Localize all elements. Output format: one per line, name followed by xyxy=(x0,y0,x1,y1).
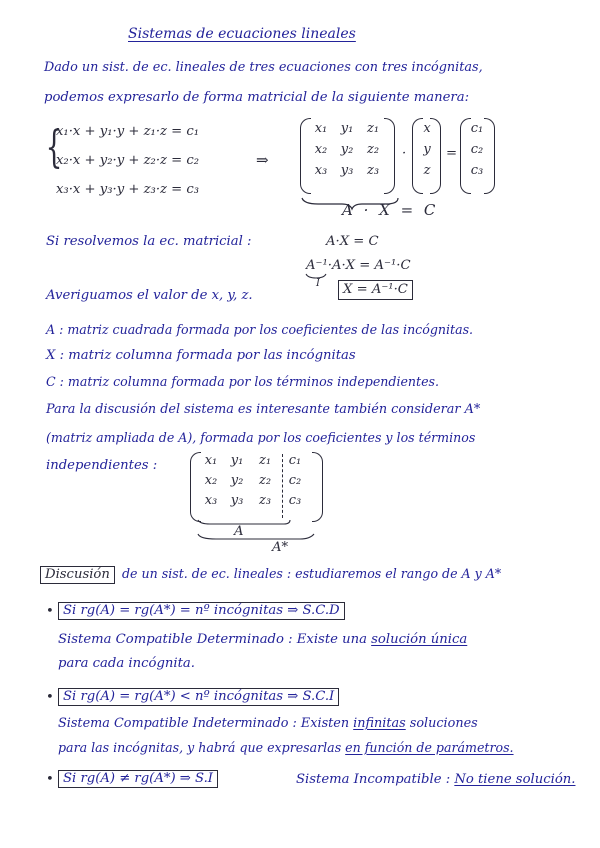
case-3-bullet: • xyxy=(46,772,54,787)
augmented-matrix-cell: z₂ xyxy=(258,473,272,488)
case-1-bullet: • xyxy=(46,604,54,619)
label-a-star: A* xyxy=(272,540,289,555)
equation-2: x₂·x + y₂·y + z₂·z = c₂ xyxy=(56,153,200,168)
page-title: Sistemas de ecuaciones lineales xyxy=(128,26,356,42)
augmented-matrix-cell: z₃ xyxy=(258,493,272,508)
augmented-matrix-cell: z₁ xyxy=(258,453,272,468)
augmented-matrix-cell: y₁ xyxy=(230,453,244,468)
solve-eq-1: A·X = C xyxy=(326,234,379,249)
case-1-condition: Si rg(A) = rg(A*) = nº incógnitas ⇒ S.C.D xyxy=(58,602,345,620)
matrix-a-cell: z₁ xyxy=(366,121,380,136)
equals-sign: = xyxy=(446,146,458,161)
matrix-a-cell: y₂ xyxy=(340,142,354,157)
dot-operator: · xyxy=(402,146,407,161)
augmented-matrix-cell: c₂ xyxy=(288,473,302,488)
augmented-matrix-cell: c₃ xyxy=(288,493,302,508)
matrix-a-cell: x₂ xyxy=(314,142,328,157)
case-2-bullet: • xyxy=(46,690,54,705)
case-1-description: Sistema Compatible Determinado : Existe una solución única xyxy=(58,632,468,647)
solution-formula: X = A⁻¹·C xyxy=(338,280,413,300)
definition-x: X : matriz columna formada por las incógnitas xyxy=(46,348,356,363)
case-3-condition: Si rg(A) ≠ rg(A*) ⇒ S.I xyxy=(58,770,218,788)
solve-line: Si resolvemos la ec. matricial : xyxy=(46,234,252,249)
augmented-line-3: independientes : xyxy=(46,458,158,473)
intro-line-1: Dado un sist. de ec. lineales de tres ecuaciones con tres incógnitas, xyxy=(44,60,483,75)
matrix-a-cell: z₂ xyxy=(366,142,380,157)
case-2-description-2: para las incógnitas, y habrá que expresarlas en función de parámetros. xyxy=(58,740,514,755)
matrix-a-cell: z₃ xyxy=(366,163,380,178)
matrix-a-cell: x₃ xyxy=(314,163,328,178)
augmented-line-1: Para la discusión del sistema es interesante también considerar A* xyxy=(46,402,481,417)
vector-c-cell: c₂ xyxy=(470,142,484,157)
matrix-a-cell: y₁ xyxy=(340,121,354,136)
solve-eq-2: A⁻¹·A·X = A⁻¹·C xyxy=(306,258,411,273)
discussion-text: de un sist. de ec. lineales : estudiaremos el rango de A y A* xyxy=(122,566,502,581)
augmented-line-2: (matriz ampliada de A), formada por los coeficientes y los términos xyxy=(46,430,476,445)
matrix-equation-labels: A · X = C xyxy=(342,201,436,219)
equation-1: x₁·x + y₁·y + z₁·z = c₁ xyxy=(56,124,200,139)
matrix-a-cell: x₁ xyxy=(314,121,328,136)
vector-c-cell: c₃ xyxy=(470,163,484,178)
matrix-a-cell: y₃ xyxy=(340,163,354,178)
find-values-line: Averiguamos el valor de x, y, z. xyxy=(46,288,253,303)
vector-c-cell: c₁ xyxy=(470,121,484,136)
vector-x-cell: x xyxy=(423,121,431,136)
augmented-matrix-cell: c₁ xyxy=(288,453,302,468)
label-a: A xyxy=(234,524,244,539)
implies-arrow: ⇒ xyxy=(256,151,269,169)
definition-c: C : matriz columna formada por los términos independientes. xyxy=(46,374,440,389)
augmented-matrix-cell: x₃ xyxy=(204,493,218,508)
case-1-description-2: para cada incógnita. xyxy=(58,656,195,671)
discussion-label: Discusión xyxy=(40,566,115,584)
identity-label: I xyxy=(316,278,320,289)
augmented-matrix-cell: x₁ xyxy=(204,453,218,468)
intro-line-2: podemos expresarlo de forma matricial de la siguiente manera: xyxy=(44,90,470,105)
case-2-description: Sistema Compatible Indeterminado : Existen infinitas soluciones xyxy=(58,716,478,731)
equation-3: x₃·x + y₃·y + z₃·z = c₃ xyxy=(56,182,200,197)
vector-x-cell: y xyxy=(423,142,431,157)
system-brace: { xyxy=(45,122,63,173)
augmented-matrix-cell: y₂ xyxy=(230,473,244,488)
case-3-description: Sistema Incompatible : No tiene solución. xyxy=(296,772,576,787)
vector-x-cell: z xyxy=(423,163,431,178)
definition-a: A : matriz cuadrada formada por los coeficientes de las incógnitas. xyxy=(46,322,474,337)
augmented-matrix-cell: y₃ xyxy=(230,493,244,508)
case-2-condition: Si rg(A) = rg(A*) < nº incógnitas ⇒ S.C.I xyxy=(58,688,339,706)
augmented-matrix-cell: x₂ xyxy=(204,473,218,488)
